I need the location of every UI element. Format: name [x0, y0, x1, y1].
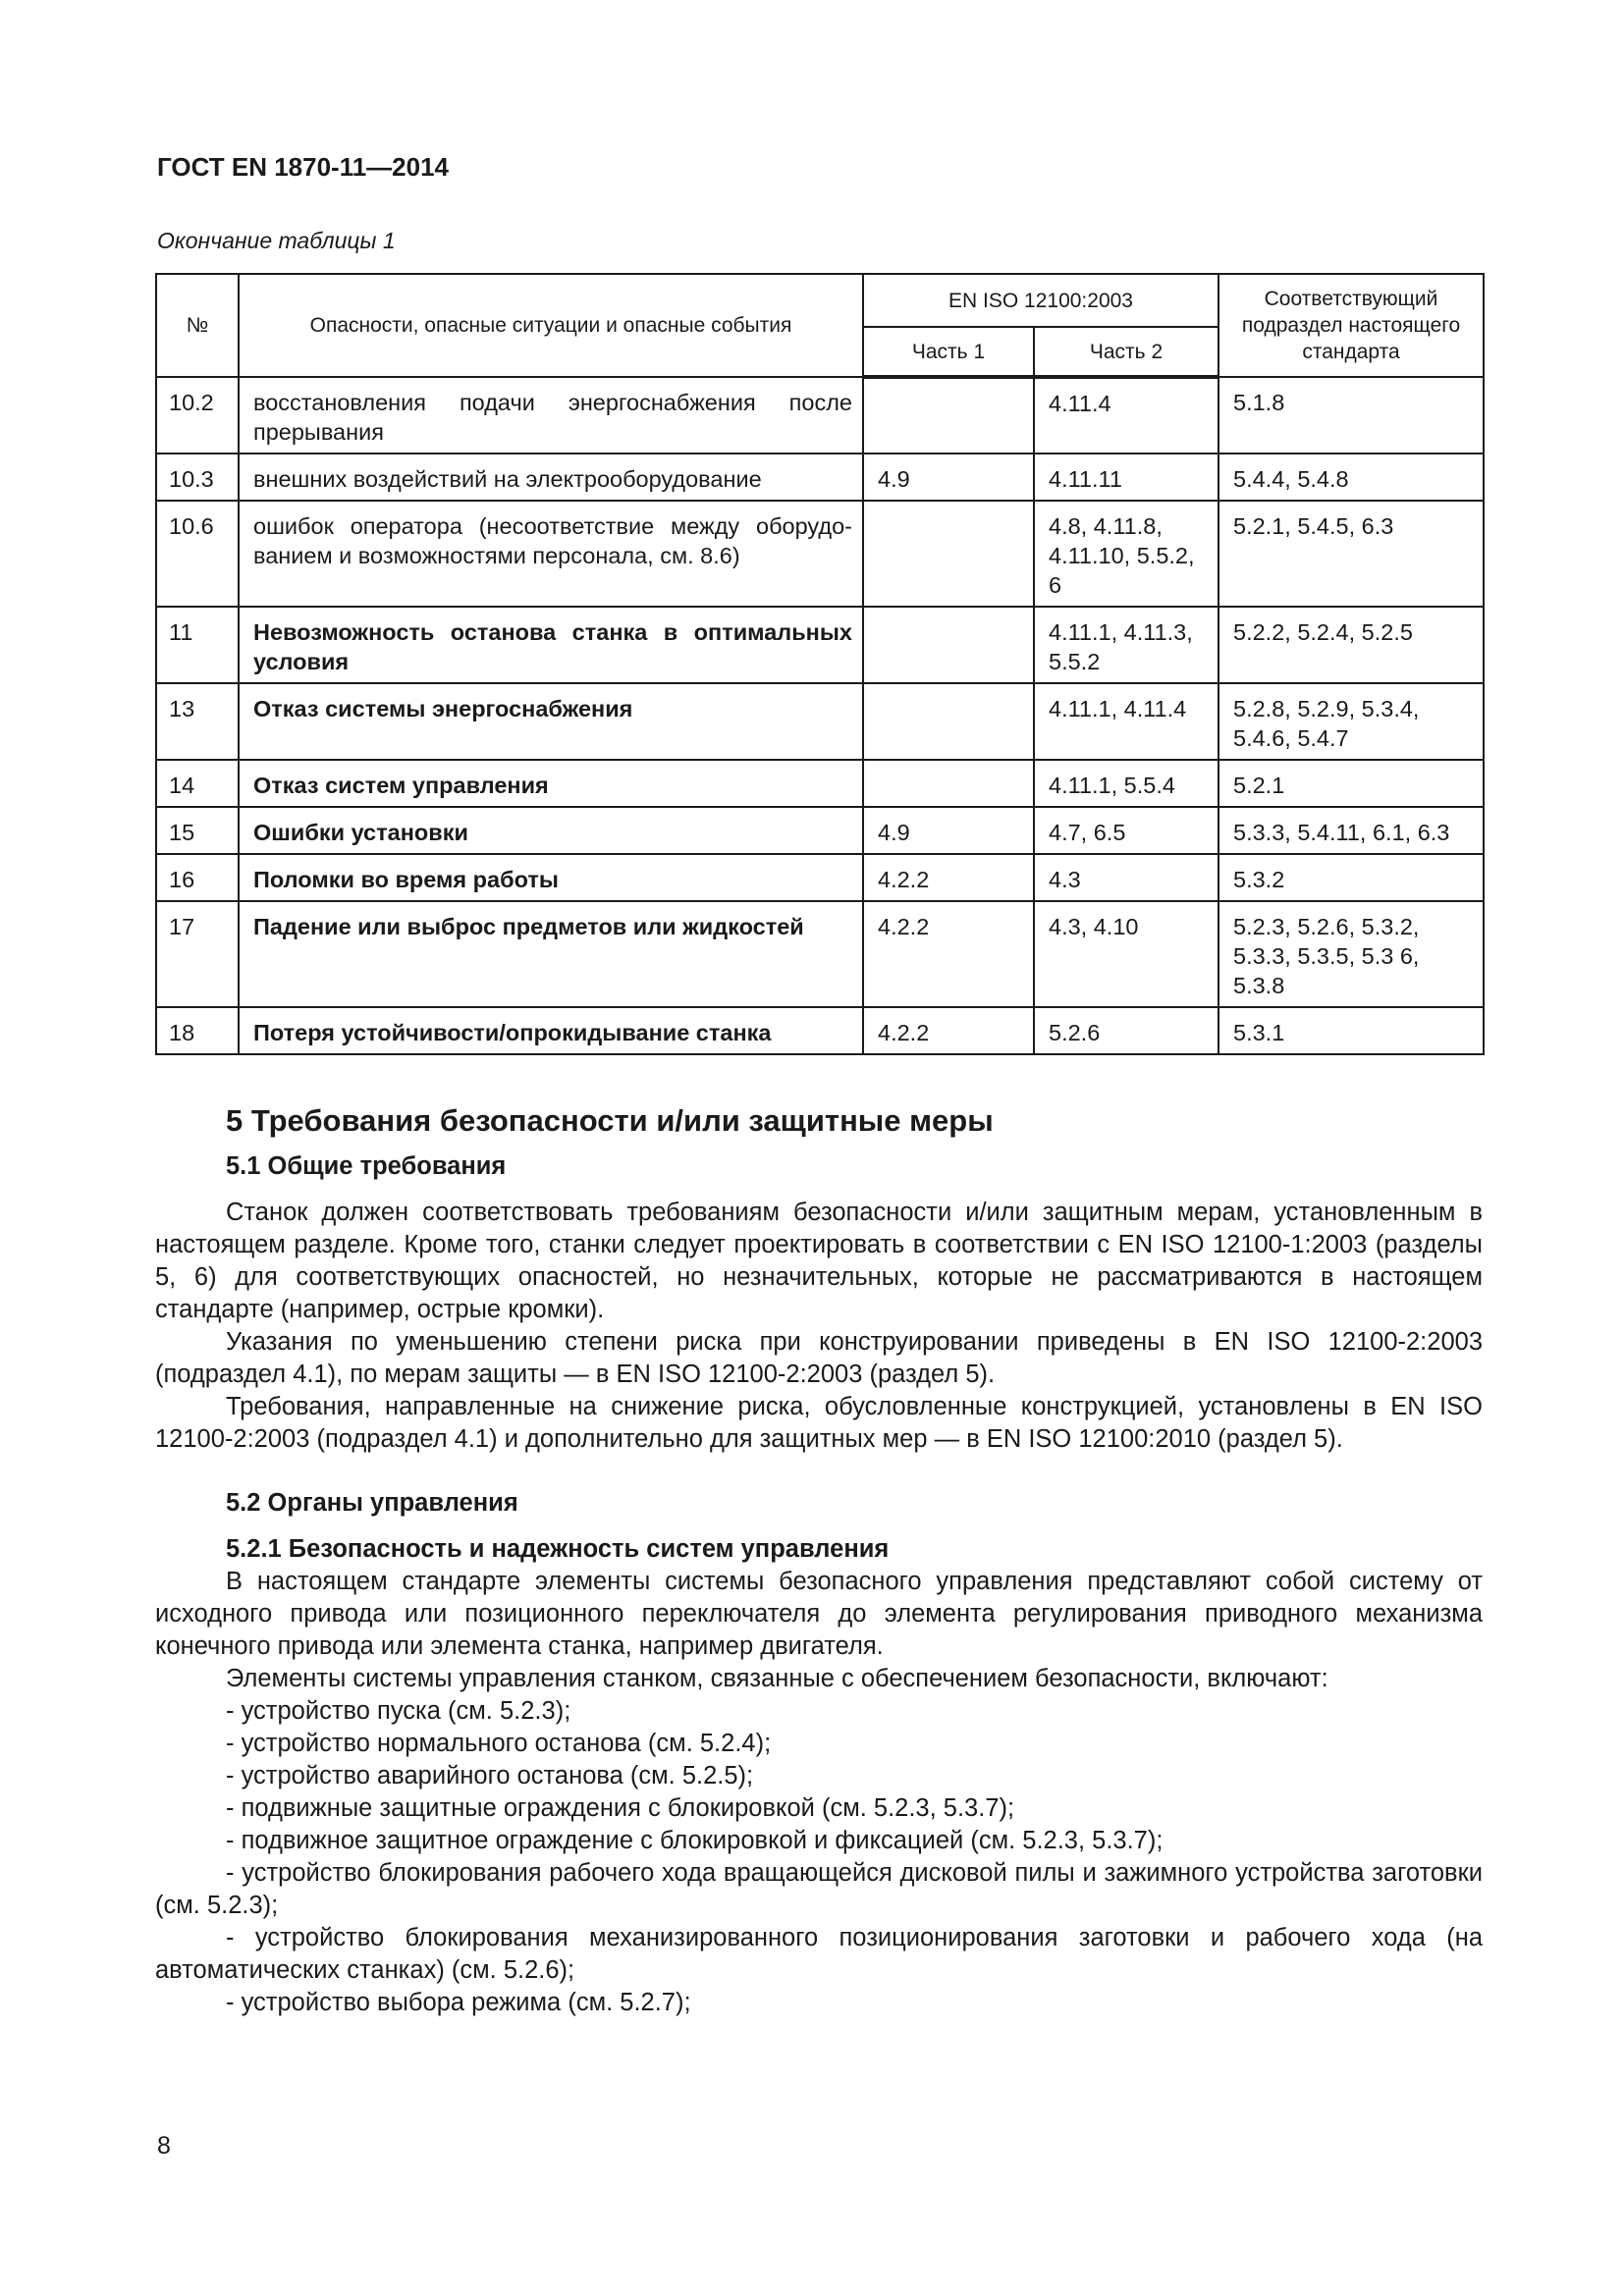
cell-part2: 5.2.6 [1034, 1007, 1218, 1054]
table-row [156, 760, 1484, 807]
subsection-heading: 5.2 Органы управления [226, 1489, 518, 1517]
table-row [156, 901, 1484, 1007]
paragraph: Требования, направленные на снижение риска, обусловленные конструкцией, установлены в EN ISO 12100-2:2003 (подраздел 4.1) и дополнительно для защитных мер — в EN ISO 12100:2010 (раздел 5). [155, 1393, 1483, 1453]
paragraph: Станок должен соответствовать требованиям безопасности и/или защитным мерам, установленным в настоящем разделе. Кроме того, станки следует проектировать в соответствии с EN ISO 12100-1:2003 (разделы 5, 6) для соответствующих опасностей, но незначительных, которые не рассматриваются в настоящем стандарте (например, острые кромки). [155, 1199, 1483, 1323]
cell-subclause: 5.3.2 [1218, 854, 1484, 901]
cell-subclause: 5.2.2, 5.2.4, 5.2.5 [1218, 607, 1484, 683]
cell-subclause: 5.2.8, 5.2.9, 5.3.4, 5.4.6, 5.4.7 [1218, 683, 1484, 760]
cell-part2: 4.11.1, 4.11.4 [1034, 683, 1218, 760]
table-row [156, 377, 1484, 454]
table-row [156, 501, 1484, 607]
list-item: - устройство блокирования механизированного позиционирования заготовки и рабочего хода (на автоматических станках) (см. 5.2.6); [155, 1924, 1483, 1984]
document-code: ГОСТ EN 1870-11—2014 [157, 152, 450, 182]
header-part1: Часть 1 [863, 327, 1034, 377]
cell-part1 [863, 377, 1034, 454]
cell-subclause: 5.1.8 [1218, 377, 1484, 454]
cell-part1: 4.2.2 [863, 1007, 1034, 1054]
cell-no: 16 [156, 854, 239, 901]
cell-part1: 4.9 [863, 807, 1034, 854]
cell-subclause: 5.2.3, 5.2.6, 5.3.2, 5.3.3, 5.3.5, 5.3 6, 5.3.8 [1218, 901, 1484, 1007]
cell-subclause: 5.4.4, 5.4.8 [1218, 454, 1484, 501]
cell-no: 18 [156, 1007, 239, 1054]
page-number: 8 [157, 2132, 171, 2160]
table-row [156, 854, 1484, 901]
cell-no: 17 [156, 901, 239, 1007]
cell-part1: 4.2.2 [863, 854, 1034, 901]
header-part2: Часть 2 [1034, 327, 1218, 377]
cell-no: 14 [156, 760, 239, 807]
cell-no: 10.2 [156, 377, 239, 454]
list-item: - устройство аварийного останова (см. 5.2.5); [226, 1762, 754, 1789]
cell-hazard: Ошибки установки [239, 807, 863, 854]
section-heading: 5 Требования безопасности и/или защитные меры [226, 1103, 994, 1138]
cell-hazard: Падение или выброс предметов или жидкостей [239, 901, 863, 1007]
paragraph: В настоящем стандарте элементы системы безопасного управления представляют собой систему от исходного привода или позиционного переключателя до элемента регулирования приводного механизма конечного привода или элемента станка, например двигателя. [155, 1568, 1483, 1660]
table-caption: Окончание таблицы 1 [157, 228, 396, 253]
cell-subclause: 5.2.1 [1218, 760, 1484, 807]
cell-no: 15 [156, 807, 239, 854]
cell-hazard: ошибок оператора (несоответствие между оборудованием и возможностями персонала, см. 8.6) [239, 501, 863, 607]
cell-no: 10.6 [156, 501, 239, 607]
header-iso: EN ISO 12100:2003 [863, 274, 1218, 327]
subsection-heading: 5.1 Общие требования [226, 1152, 507, 1180]
cell-part2: 4.11.11 [1034, 454, 1218, 501]
cell-subclause: 5.2.1, 5.4.5, 6.3 [1218, 501, 1484, 607]
table-row [156, 807, 1484, 854]
cell-part2: 4.3 [1034, 854, 1218, 901]
cell-hazard: Невозможность останова станка в оптимальных условия [239, 607, 863, 683]
cell-no: 10.3 [156, 454, 239, 501]
cell-part1: 4.2.2 [863, 901, 1034, 1007]
cell-part1 [863, 683, 1034, 760]
list-item: - устройство нормального останова (см. 5.2.4); [226, 1730, 772, 1757]
cell-hazard: восстановления подачи энергоснабжения после прерывания [239, 377, 863, 454]
table-row [156, 1007, 1484, 1054]
header-subclause: Соответствующий подраздел настоящего стандарта [1218, 274, 1484, 377]
hazards-table [155, 273, 1485, 1055]
paragraph: Указания по уменьшению степени риска при конструировании приведены в EN ISO 12100-2:2003 (подраздел 4.1), по мерам защиты — в EN ISO 12100-2:2003 (раздел 5). [155, 1328, 1483, 1388]
cell-part2: 4.8, 4.11.8, 4.11.10, 5.5.2, 6 [1034, 501, 1218, 607]
cell-hazard: Поломки во время работы [239, 854, 863, 901]
list-item: - устройство выбора режима (см. 5.2.7); [226, 1989, 691, 2016]
paragraph: Элементы системы управления станком, связанные с обеспечением безопасности, включают: [226, 1665, 1328, 1692]
cell-part2: 4.11.1, 5.5.4 [1034, 760, 1218, 807]
header-no: № [156, 274, 239, 377]
cell-part2: 4.3, 4.10 [1034, 901, 1218, 1007]
list-item: - устройство блокирования рабочего хода вращающейся дисковой пилы и зажимного устройства заготовки (см. 5.2.3); [155, 1859, 1483, 1919]
cell-part1 [863, 760, 1034, 807]
clause-heading: 5.2.1 Безопасность и надежность систем управления [226, 1535, 890, 1563]
cell-subclause: 5.3.3, 5.4.11, 6.1, 6.3 [1218, 807, 1484, 854]
list-item: - подвижное защитное ограждение с блокировкой и фиксацией (см. 5.2.3, 5.3.7); [226, 1827, 1164, 1854]
cell-part2: 4.7, 6.5 [1034, 807, 1218, 854]
list-item: - подвижные защитные ограждения с блокировкой (см. 5.2.3, 5.3.7); [226, 1794, 1015, 1822]
header-hazards: Опасности, опасные ситуации и опасные события [239, 274, 863, 377]
cell-part1: 4.9 [863, 454, 1034, 501]
cell-subclause: 5.3.1 [1218, 1007, 1484, 1054]
cell-part2: 4.11.1, 4.11.3, 5.5.2 [1034, 607, 1218, 683]
table-row [156, 454, 1484, 501]
cell-part2: 4.11.4 [1034, 377, 1218, 454]
cell-no: 13 [156, 683, 239, 760]
section-5 [155, 1104, 1483, 2019]
cell-hazard: внешних воздействий на электрооборудование [239, 454, 863, 501]
list-item: - устройство пуска (см. 5.2.3); [226, 1697, 571, 1725]
cell-hazard: Отказ системы энергоснабжения [239, 683, 863, 760]
cell-hazard: Отказ систем управления [239, 760, 863, 807]
table-row [156, 607, 1484, 683]
cell-no: 11 [156, 607, 239, 683]
cell-hazard: Потеря устойчивости/опрокидывание станка [239, 1007, 863, 1054]
cell-part1 [863, 501, 1034, 607]
table-row [156, 683, 1484, 760]
cell-part1 [863, 607, 1034, 683]
